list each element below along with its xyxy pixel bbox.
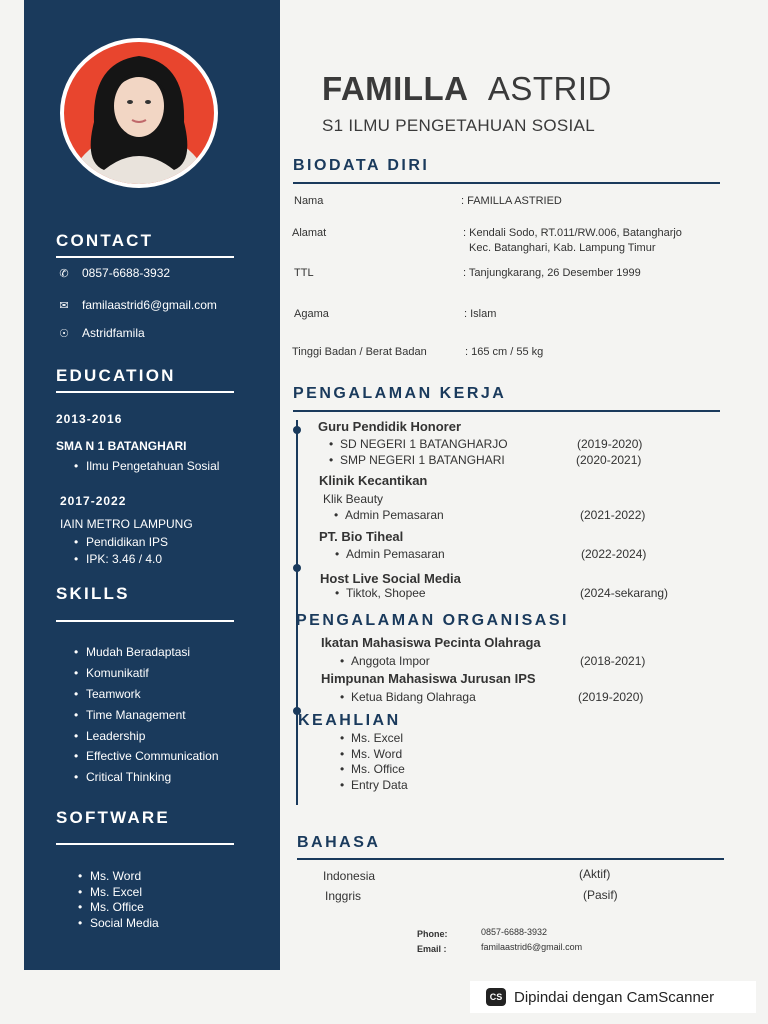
edu-years-2: 2017-2022 bbox=[60, 494, 127, 508]
skill-item: • Time Management bbox=[86, 708, 186, 722]
work-divider bbox=[293, 410, 720, 412]
job-period: (2024-sekarang) bbox=[580, 586, 669, 600]
job-period: (2021-2022) bbox=[580, 508, 646, 522]
job-period: (2019-2020) bbox=[577, 437, 643, 451]
expertise-item: • Ms. Word bbox=[351, 747, 402, 761]
skill-item: • Mudah Beradaptasi bbox=[86, 645, 190, 659]
job-title: Guru Pendidik Honorer bbox=[318, 419, 462, 434]
skill-item: • Komunikatif bbox=[86, 666, 149, 680]
edu-detail: • Pendidikan IPS bbox=[86, 535, 168, 549]
org-title: Himpunan Mahasiswa Jurusan IPS bbox=[321, 671, 536, 686]
biodata-label: TTL bbox=[294, 267, 314, 279]
language-name: Indonesia bbox=[323, 869, 376, 883]
globe-icon: ☉ bbox=[59, 327, 69, 340]
education-heading: EDUCATION bbox=[56, 366, 176, 385]
org-role: • Ketua Bidang Olahraga bbox=[351, 690, 476, 704]
org-title: Ikatan Mahasiswa Pecinta Olahraga bbox=[321, 635, 541, 650]
job-item: • SMP NEGERI 1 BATANGHARI bbox=[340, 453, 505, 467]
envelope-icon: ✉ bbox=[59, 299, 69, 312]
job-subtitle: Klik Beauty bbox=[323, 492, 384, 506]
expertise-heading: KEAHLIAN bbox=[298, 712, 401, 729]
job-item: • SD NEGERI 1 BATANGHARJO bbox=[340, 437, 508, 451]
edu-school-1: SMA N 1 BATANGHARI bbox=[56, 439, 187, 453]
biodata-value-2: Kec. Batanghari, Kab. Lampung Timur bbox=[469, 242, 656, 254]
skills-heading: SKILLS bbox=[56, 584, 130, 603]
expertise-item: • Ms. Office bbox=[351, 762, 405, 776]
org-period: (2019-2020) bbox=[578, 690, 644, 704]
language-divider bbox=[297, 858, 724, 860]
language-heading: BAHASA bbox=[297, 834, 381, 851]
expertise-item: • Ms. Excel bbox=[351, 731, 403, 745]
timeline-dot bbox=[293, 564, 301, 572]
software-item: • Ms. Word bbox=[90, 869, 141, 883]
biodata-value: : 165 cm / 55 kg bbox=[465, 346, 544, 358]
edu-years-1: 2013-2016 bbox=[56, 412, 123, 426]
biodata-value: : Tanjungkarang, 26 Desember 1999 bbox=[463, 267, 641, 279]
expertise-item: • Entry Data bbox=[351, 778, 408, 792]
org-role: • Anggota Impor bbox=[351, 654, 430, 668]
biodata-divider bbox=[293, 182, 720, 184]
education-divider bbox=[56, 391, 234, 393]
job-title: PT. Bio Tiheal bbox=[319, 529, 404, 544]
full-name bbox=[322, 70, 612, 108]
footer-email: familaastrid6@gmail.com bbox=[481, 942, 583, 952]
software-item: • Ms. Excel bbox=[90, 885, 142, 899]
first-name: FAMILLA bbox=[322, 70, 469, 107]
org-period: (2018-2021) bbox=[580, 654, 646, 668]
footer-phone: 0857-6688-3932 bbox=[481, 927, 548, 937]
timeline-dot bbox=[293, 426, 301, 434]
language-name: Inggris bbox=[325, 889, 362, 903]
biodata-label: Alamat bbox=[292, 227, 327, 239]
degree-title: S1 ILMU PENGETAHUAN SOSIAL bbox=[322, 116, 595, 135]
job-item: • Admin Pemasaran bbox=[345, 508, 444, 522]
footer-email-label: Email : bbox=[417, 944, 447, 954]
software-item: • Ms. Office bbox=[90, 900, 144, 914]
contact-heading: CONTACT bbox=[56, 231, 154, 250]
biodata-heading: BIODATA DIRI bbox=[293, 157, 430, 174]
contact-divider bbox=[56, 256, 234, 258]
language-level: (Aktif) bbox=[579, 867, 611, 881]
skills-divider bbox=[56, 620, 234, 622]
profile-photo bbox=[60, 38, 218, 188]
job-title: Klinik Kecantikan bbox=[319, 473, 428, 488]
camscanner-logo-icon: CS bbox=[486, 988, 506, 1006]
biodata-label: Nama bbox=[294, 195, 324, 207]
software-item: • Social Media bbox=[90, 916, 159, 930]
organization-heading: PENGALAMAN ORGANISASI bbox=[296, 612, 569, 629]
job-period: (2020-2021) bbox=[576, 453, 642, 467]
skill-item: • Leadership bbox=[86, 729, 145, 743]
work-heading: PENGALAMAN KERJA bbox=[293, 385, 507, 402]
contact-social-text: Astridfamila bbox=[82, 326, 145, 340]
contact-phone bbox=[56, 266, 170, 280]
language-level: (Pasif) bbox=[583, 888, 618, 902]
skill-item: • Effective Communication bbox=[86, 749, 219, 763]
edu-school-2: IAIN METRO LAMPUNG bbox=[60, 517, 193, 531]
contact-social bbox=[56, 326, 145, 340]
biodata-value: : Islam bbox=[464, 308, 497, 320]
camscanner-label: Dipindai dengan CamScanner bbox=[514, 988, 715, 1006]
biodata-value: : FAMILLA ASTRIED bbox=[461, 195, 562, 207]
contact-email-text: familaastrid6@gmail.com bbox=[82, 298, 217, 312]
edu-detail: • Ilmu Pengetahuan Sosial bbox=[86, 459, 219, 473]
phone-icon: ✆ bbox=[59, 267, 69, 280]
last-name: ASTRID bbox=[487, 70, 612, 107]
software-heading: SOFTWARE bbox=[56, 808, 170, 827]
biodata-label: Agama bbox=[294, 308, 329, 320]
footer-phone-label: Phone: bbox=[417, 929, 448, 939]
camscanner-watermark bbox=[470, 981, 756, 1013]
software-divider bbox=[56, 843, 234, 845]
biodata-label: Tinggi Badan / Berat Badan bbox=[292, 346, 427, 358]
biodata-value: : Kendali Sodo, RT.011/RW.006, Batangharjo bbox=[463, 227, 682, 239]
sidebar bbox=[24, 0, 280, 970]
job-period: (2022-2024) bbox=[581, 547, 647, 561]
skill-item: • Critical Thinking bbox=[86, 770, 171, 784]
job-item: • Tiktok, Shopee bbox=[346, 586, 426, 600]
job-item: • Admin Pemasaran bbox=[346, 547, 445, 561]
skill-item: • Teamwork bbox=[86, 687, 141, 701]
job-title: Host Live Social Media bbox=[320, 571, 461, 586]
contact-phone-text: 0857-6688-3932 bbox=[82, 266, 171, 280]
contact-email bbox=[56, 298, 217, 312]
edu-detail: • IPK: 3.46 / 4.0 bbox=[86, 552, 162, 566]
